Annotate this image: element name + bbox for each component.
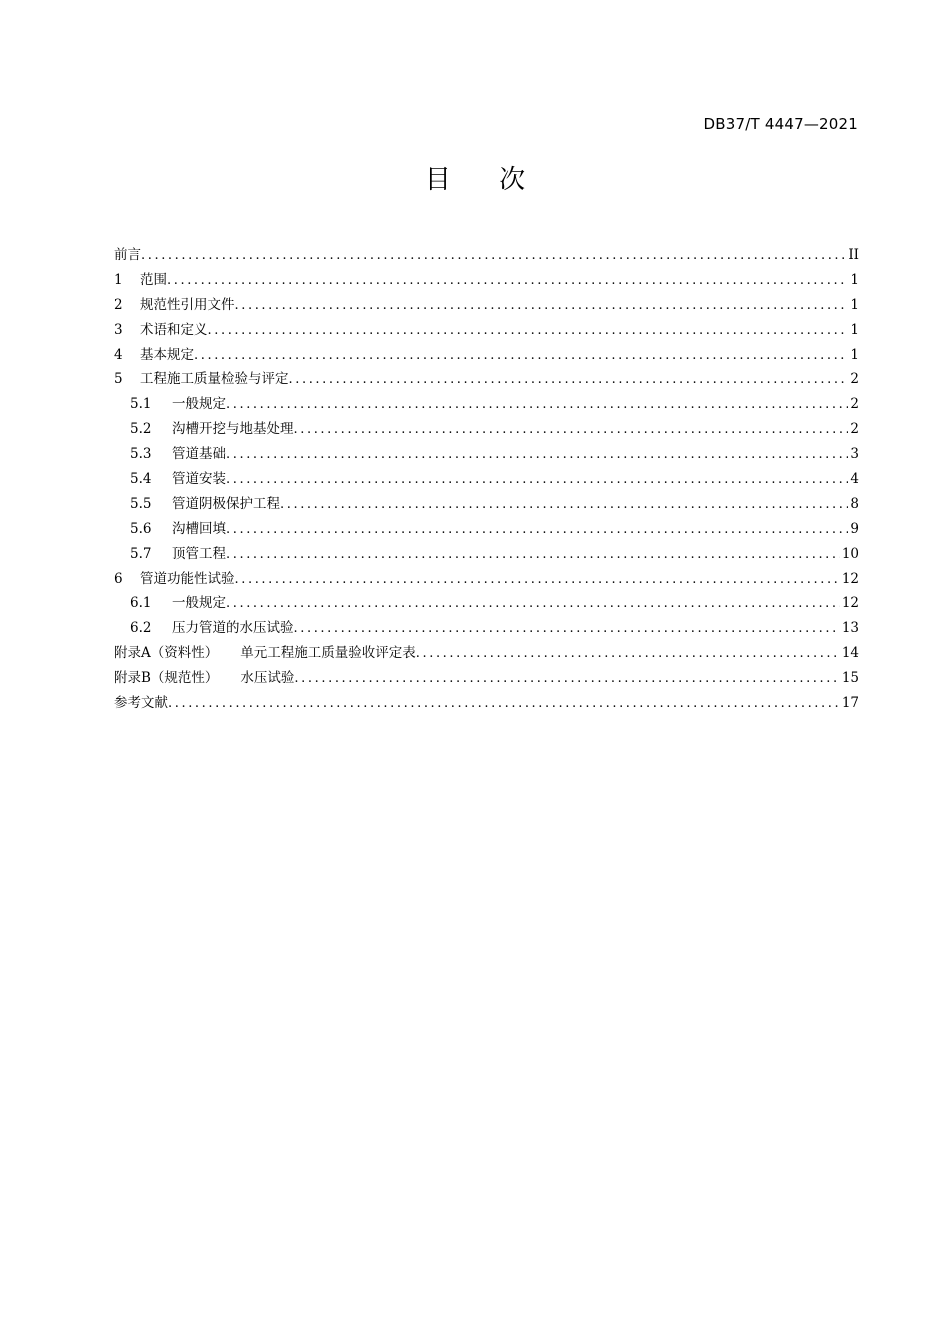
toc-entry-number: 附录B（规范性） [114, 670, 219, 687]
toc-dot-leader [226, 543, 840, 567]
toc-entry[interactable] [114, 392, 859, 417]
toc-entry[interactable] [114, 343, 859, 368]
toc-entry[interactable] [114, 417, 859, 442]
toc-entry-page-number: 1 [850, 346, 859, 363]
toc-entry[interactable] [114, 268, 859, 293]
toc-entry[interactable] [114, 442, 859, 467]
toc-entry-page-number: 2 [850, 371, 859, 388]
toc-dot-leader [280, 493, 848, 517]
toc-entry-title: 管道阴极保护工程 [172, 495, 280, 512]
toc-entry[interactable] [114, 666, 859, 691]
toc-entry-page-number: 10 [841, 545, 859, 562]
toc-entry-page-number: 3 [850, 446, 859, 463]
toc-dot-leader [235, 294, 849, 318]
toc-dot-leader [194, 344, 848, 368]
toc-entry-title: 顶管工程 [172, 545, 226, 562]
toc-entry-number: 1 [114, 271, 123, 288]
toc-entry-title: 单元工程施工质量验收评定表 [240, 645, 416, 662]
toc-dot-leader [141, 244, 846, 268]
toc-entry-number: 5.3 [130, 446, 152, 463]
toc-entry-title: 水压试验 [240, 670, 295, 687]
toc-dot-leader [208, 319, 849, 343]
toc-entry-page-number: 14 [841, 645, 859, 662]
toc-entry-page-number: 9 [850, 520, 859, 537]
toc-entry-title: 工程施工质量检验与评定 [140, 371, 289, 388]
toc-entry-title: 沟槽开挖与地基处理 [172, 421, 294, 438]
toc-entry[interactable] [114, 367, 859, 392]
toc-entry[interactable] [114, 517, 859, 542]
toc-entry-page-number: 1 [850, 271, 859, 288]
toc-dot-leader [289, 368, 849, 392]
toc-entry[interactable] [114, 641, 859, 666]
toc-entry-page-number: 4 [850, 471, 859, 488]
toc-entry-number: 5.5 [130, 495, 152, 512]
toc-entry-page-number: 1 [850, 321, 859, 338]
toc-entry-number: 5.1 [130, 396, 152, 413]
toc-entry-title: 管道功能性试验 [140, 570, 235, 587]
toc-entry-title: 前言 [114, 247, 141, 263]
toc-entry-page-number: 12 [841, 570, 859, 587]
toc-entry-title: 范围 [140, 271, 167, 288]
toc-entry-title: 沟槽回填 [172, 520, 226, 537]
toc-entry[interactable] [114, 567, 859, 592]
toc-dot-leader [226, 393, 848, 417]
toc-entry-number: 5 [114, 371, 123, 388]
toc-entry-number: 5.4 [130, 471, 152, 488]
toc-dot-leader [226, 518, 848, 542]
table-of-contents [114, 243, 859, 716]
toc-entry-page-number: 17 [841, 695, 859, 712]
toc-entry-number: 3 [114, 321, 123, 338]
toc-entry-number: 2 [114, 296, 123, 313]
toc-entry[interactable] [114, 591, 859, 616]
toc-entry-title: 压力管道的水压试验 [172, 620, 294, 637]
toc-entry-title: 参考文献 [114, 695, 168, 712]
toc-entry[interactable] [114, 616, 859, 641]
toc-dot-leader [226, 443, 848, 467]
toc-entry-title: 一般规定 [172, 396, 226, 413]
toc-entry-page-number: 1 [850, 296, 859, 313]
toc-entry-title: 基本规定 [140, 346, 194, 363]
toc-entry[interactable] [114, 467, 859, 492]
toc-entry-title: 管道基础 [172, 446, 226, 463]
toc-entry-title: 管道安装 [172, 471, 226, 488]
toc-dot-leader [226, 592, 840, 616]
toc-entry-page-number: 12 [841, 595, 859, 612]
toc-entry[interactable] [114, 293, 859, 318]
toc-entry[interactable] [114, 492, 859, 517]
toc-dot-leader [294, 418, 849, 442]
toc-entry[interactable] [114, 542, 859, 567]
toc-entry-page-number: 13 [841, 620, 859, 637]
toc-entry-number: 附录A（资料性） [114, 645, 219, 662]
toc-entry[interactable] [114, 318, 859, 343]
toc-entry-page-number: 15 [841, 670, 859, 687]
toc-entry-number: 5.6 [130, 520, 152, 537]
toc-dot-leader [416, 642, 840, 666]
toc-heading: 目 次 [424, 165, 546, 195]
toc-entry-page-number: 2 [850, 396, 859, 413]
toc-entry-page-number: II [848, 247, 859, 263]
toc-entry-number: 6.1 [130, 595, 152, 612]
toc-entry-title: 规范性引用文件 [140, 296, 235, 313]
toc-entry-number: 4 [114, 346, 123, 363]
toc-dot-leader [235, 568, 840, 592]
toc-entry-title: 一般规定 [172, 595, 226, 612]
toc-entry-page-number: 2 [850, 421, 859, 438]
toc-dot-leader [226, 468, 848, 492]
toc-entry[interactable] [114, 243, 859, 268]
toc-entry-number: 6 [114, 570, 123, 587]
toc-dot-leader [168, 692, 840, 716]
toc-entry-number: 5.7 [130, 545, 152, 562]
toc-entry-title: 术语和定义 [140, 321, 208, 338]
document-code: DB37/T 4447—2021 [703, 115, 858, 133]
toc-dot-leader [294, 617, 840, 641]
toc-entry-number: 5.2 [130, 421, 152, 438]
toc-entry-number: 6.2 [130, 620, 152, 637]
toc-entry-page-number: 8 [850, 495, 859, 512]
toc-entry[interactable] [114, 691, 859, 716]
toc-dot-leader [294, 667, 839, 691]
toc-dot-leader [167, 269, 848, 293]
